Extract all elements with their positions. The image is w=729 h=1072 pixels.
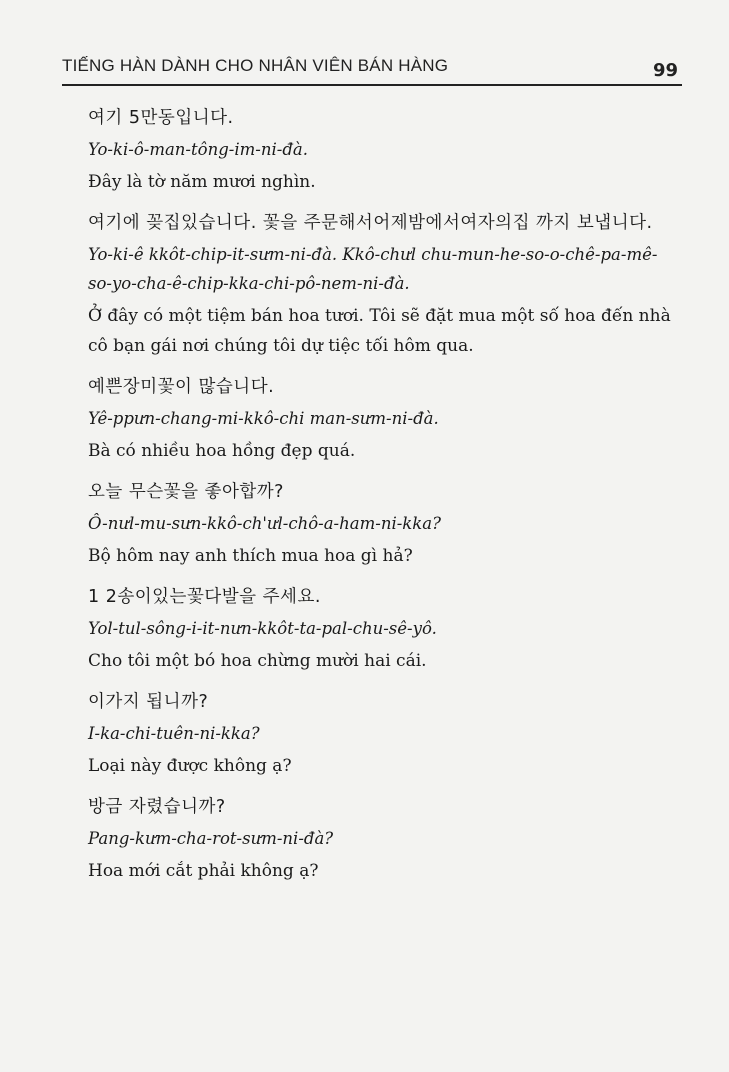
- phrase-entry: [88, 480, 680, 571]
- vietnamese-translation: Bộ hôm nay anh thích mua hoa gì hả?: [88, 546, 413, 566]
- korean-phrase: 1 2송이있는꽃다발을 주세요.: [88, 587, 321, 607]
- vietnamese-translation: Cho tôi một bó hoa chừng mười hai cái.: [88, 651, 427, 671]
- romanization: Yo-ki-ê kkôt-chip-it-sưm-ni-đà. Kkô-chưl chu-mun-he-so-o-chê-pa-mê-so-yo-cha-ê-chip-kka-chi-pô-nem-ni-đà.: [88, 245, 658, 293]
- korean-phrase: 여기 5만동입니다.: [88, 108, 234, 128]
- romanization: Yo-ki-ô-man-tông-im-ni-đà.: [88, 140, 308, 159]
- vietnamese-translation: Đây là tờ năm mươi nghìn.: [88, 172, 316, 192]
- vietnamese-translation: Hoa mới cắt phải không ạ?: [88, 861, 319, 881]
- romanization: Yê-ppưn-chang-mi-kkô-chi man-sưm-ni-đà.: [88, 409, 439, 428]
- korean-phrase: 방금 자렸습니까?: [88, 797, 226, 817]
- phrase-entry: [88, 106, 680, 197]
- romanization: Ô-nưl-mu-sưn-kkô-ch'ưl-chô-a-ham-ni-kka?: [88, 514, 441, 533]
- vietnamese-translation: Ở đây có một tiệm bán hoa tươi. Tôi sẽ đặt mua một số hoa đến nhà cô bạn gái nơi chúng tôi dự tiệc tối hôm qua.: [88, 306, 671, 356]
- korean-phrase: 오늘 무슨꽃을 좋아합까?: [88, 482, 284, 502]
- phrase-entry: [88, 375, 680, 466]
- phrase-entry: [88, 211, 680, 361]
- korean-phrase: 여기에 꽂집있습니다. 꽃을 주문해서어제밤에서여자의집 까지 보냅니다.: [88, 213, 653, 233]
- phrase-list: [88, 106, 680, 900]
- romanization: Pang-kưm-cha-rot-sưm-ni-đà?: [88, 829, 334, 848]
- page-header: [62, 54, 682, 86]
- korean-phrase: 예쁜장미꽃이 많습니다.: [88, 377, 275, 397]
- vietnamese-translation: Loại này được không ạ?: [88, 756, 292, 776]
- phrase-entry: [88, 585, 680, 676]
- korean-phrase: 이가지 됩니까?: [88, 692, 209, 712]
- romanization: I-ka-chi-tuên-ni-kka?: [88, 724, 260, 743]
- phrase-entry: [88, 795, 680, 886]
- vietnamese-translation: Bà có nhiều hoa hồng đẹp quá.: [88, 441, 356, 461]
- running-title: TIẾNG HÀN DÀNH CHO NHÂN VIÊN BÁN HÀNG: [62, 56, 449, 75]
- romanization: Yol-tul-sông-i-it-nưn-kkôt-ta-pal-chu-sê-yô.: [88, 619, 437, 638]
- phrase-entry: [88, 690, 680, 781]
- page-number: 99: [652, 60, 678, 81]
